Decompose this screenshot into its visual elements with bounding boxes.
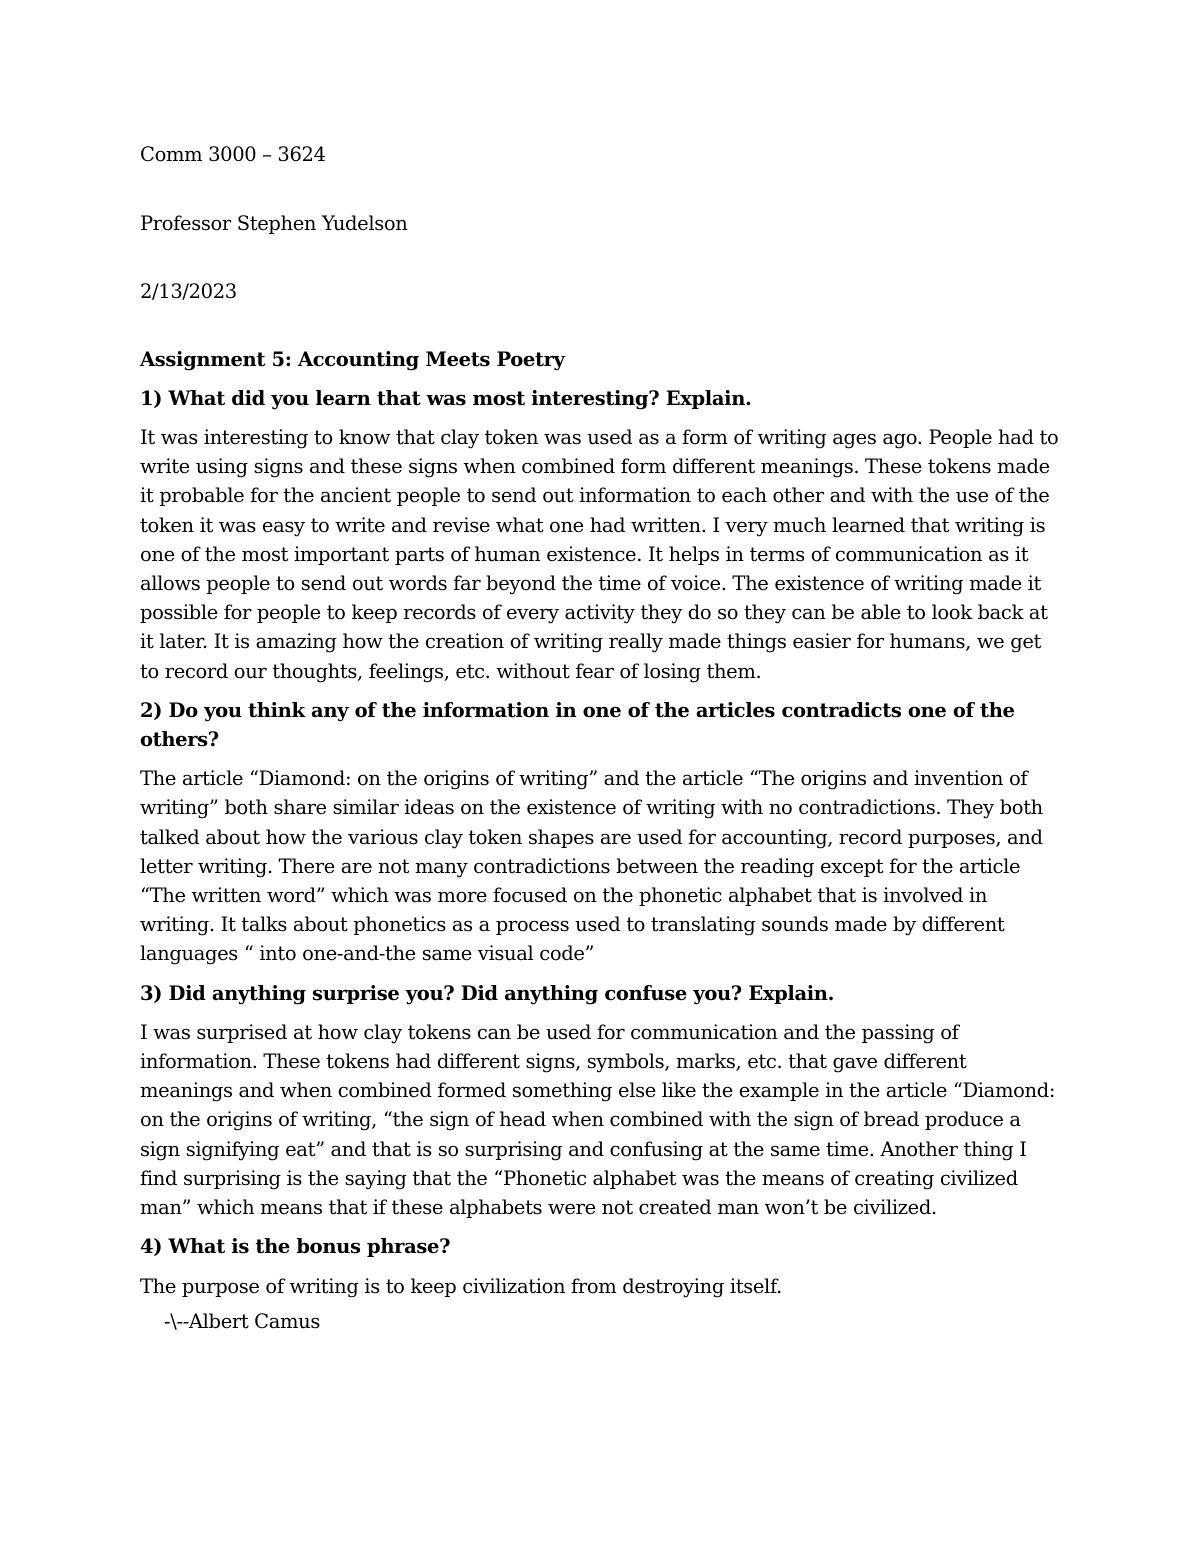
question-3: 3) Did anything surprise you? Did anything confuse you? Explain. xyxy=(140,981,835,1005)
answer-4: The purpose of writing is to keep civilization from destroying itself. xyxy=(140,1274,782,1298)
date-line: 2/13/2023 xyxy=(140,280,237,304)
answer-3: I was surprised at how clay tokens can be used for communication and the passing of information. These tokens had different signs, symbols, marks, etc. that gave different meanings and when combined formed something else like the example in the article “Diamond: on the origins of writing, “the sign of head when combined with the sign of bread produce a sign signifying eat” and that is so surprising and confusing at the same time. Another thing I find surprising is the saying that the “Phonetic alphabet was the means of creating civilized man” which means that if these alphabets were not created man won’t be civilized. xyxy=(140,1020,1056,1220)
quote-attribution: -\--Albert Camus xyxy=(164,1309,321,1333)
answer-1: It was interesting to know that clay token was used as a form of writing ages ago. People had to write using signs and these signs when combined form different meanings. These tokens made it probable for the ancient people to send out information to each other and with the use of the token it was easy to write and revise what one had written. I very much learned that writing is one of the most important parts of human existence. It helps in terms of communication as it allows people to send out words far beyond the time of voice. The existence of writing made it possible for people to keep records of every activity they do so they can be able to look back at it later. It is amazing how the creation of writing really made things easier for humans, we get to record our thoughts, feelings, etc. without fear of losing them. xyxy=(140,426,1059,683)
question-4: 4) What is the bonus phrase? xyxy=(140,1235,451,1259)
professor-line: Professor Stephen Yudelson xyxy=(140,211,408,235)
document-body xyxy=(140,140,1060,1336)
answer-2: The article “Diamond: on the origins of writing” and the article “The origins and invention of writing” both share similar ideas on the existence of writing with no contradictions. They both talked about how the various clay token shapes are used for accounting, record purposes, and letter writing. There are not many contradictions between the reading except for the article “The written word” which was more focused on the phonetic alphabet that is involved in writing. It talks about phonetics as a process used to translating sounds made by different languages “ into one-and-the same visual code” xyxy=(140,767,1043,966)
course-line: Comm 3000 – 3624 xyxy=(140,143,326,166)
assignment-title: Assignment 5: Accounting Meets Poetry xyxy=(140,347,565,371)
question-2: 2) Do you think any of the information in one of the articles contradicts one of the others? xyxy=(140,698,1015,752)
question-1: 1) What did you learn that was most interesting? Explain. xyxy=(140,386,752,410)
